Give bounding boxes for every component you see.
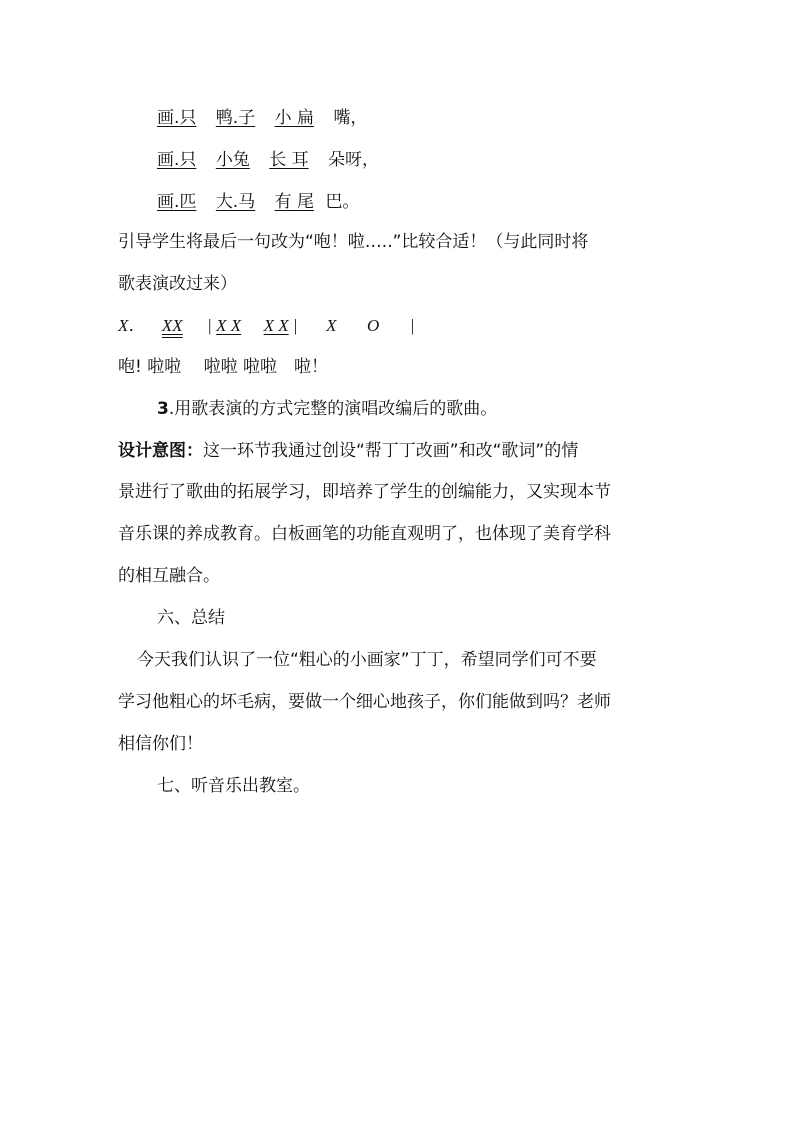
lyric-word: 嘴， xyxy=(333,108,368,128)
step-number: 3 xyxy=(157,399,169,419)
rhythm-token: | xyxy=(207,316,212,335)
chant-line: 咆! 啦啦 啦啦 啦啦 啦！ xyxy=(118,357,329,377)
rhythm-token: X xyxy=(326,316,337,335)
summary-line-1: 今天我们认识了一位“粗心的小画家”丁丁，希望同学们可不要 xyxy=(137,650,597,670)
summary-line-2: 学习他粗心的坏毛病，要做一个细心地孩子，你们能做到吗？老师 xyxy=(118,692,611,712)
lyric-word: 小兔 xyxy=(215,150,250,170)
lyric-word: 画.只 xyxy=(157,108,197,128)
lyric-word: 鸭.子 xyxy=(215,108,256,128)
rhythm-token: X X xyxy=(263,316,289,335)
rhythm-token: | xyxy=(292,316,298,335)
lyric-word: 长 耳 xyxy=(269,150,309,170)
lyric-word: 大.马 xyxy=(215,192,256,212)
rhythm-token: O xyxy=(367,316,380,335)
design-text: 这一环节我通过创设“帮丁丁改画”和改“歌词”的情 xyxy=(203,441,579,461)
design-line-1 xyxy=(118,439,578,463)
summary-line-3: 相信你们！ xyxy=(118,734,203,754)
design-line-2: 景进行了歌曲的拓展学习，即培养了学生的创编能力，又实现本节 xyxy=(118,482,611,502)
step-3 xyxy=(157,397,497,421)
lyric-line-3 xyxy=(157,190,359,214)
design-label: 设计意图： xyxy=(118,441,203,461)
design-line-3: 音乐课的养成教育。白板画笔的功能直观明了，也体现了美育学科 xyxy=(118,524,611,544)
rhythm-token: X X xyxy=(216,316,242,335)
lyric-line-1 xyxy=(157,106,367,130)
lyric-word: 朵呀， xyxy=(328,150,380,170)
lyric-word: 画.匹 xyxy=(157,192,197,212)
lyric-word: 有 尾 xyxy=(274,192,315,212)
rhythm-token: X． xyxy=(118,316,146,335)
lyric-word: 小 扁 xyxy=(274,108,315,128)
step-text: .用歌表演的方式完整的演唱改编后的歌曲。 xyxy=(168,399,498,419)
lyric-word: 画.只 xyxy=(157,150,197,170)
design-line-4: 的相互融合。 xyxy=(118,566,220,586)
lyric-word: 巴。 xyxy=(325,192,360,212)
guide-line-1: 引导学生将最后一句改为“咆！啦…..”比较合适！（与此同时将 xyxy=(118,232,589,252)
rhythm-token: | xyxy=(409,316,415,335)
section-7-heading: 七、听音乐出教室。 xyxy=(157,776,310,796)
rhythm-token: XX xyxy=(161,316,183,335)
guide-line-2: 歌表演改过来） xyxy=(118,274,237,294)
rhythm-notation xyxy=(118,314,414,338)
lyric-line-2 xyxy=(157,148,379,172)
section-6-heading: 六、总结 xyxy=(157,608,225,628)
